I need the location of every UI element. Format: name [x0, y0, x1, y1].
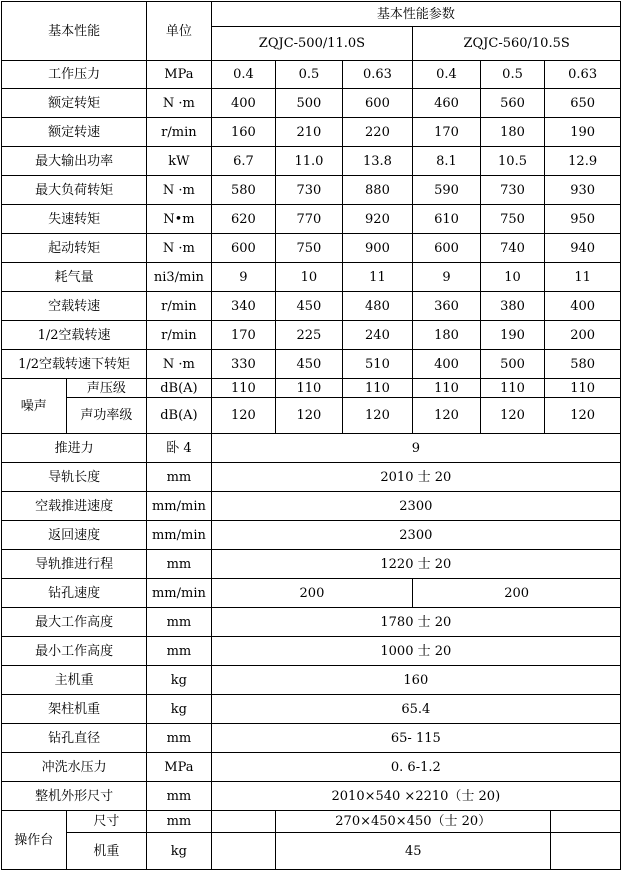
value-cell: 0.5 [276, 61, 343, 89]
value-cell: 450 [276, 350, 343, 379]
table-row [2, 176, 621, 205]
row-unit: N ·m [147, 89, 212, 118]
header-performance: 基本性能 [2, 2, 147, 61]
value-cell: 380 [480, 292, 545, 321]
noise-value: 110 [211, 379, 276, 398]
value-cell: 950 [545, 205, 621, 234]
console-empty-cell [551, 833, 621, 870]
noise-value: 110 [545, 379, 621, 398]
noise-value: 120 [342, 398, 413, 434]
value-cell: 340 [211, 292, 276, 321]
value-cell: 400 [211, 89, 276, 118]
row-unit: kg [147, 695, 212, 724]
value-cell: 9 [413, 263, 481, 292]
value-cell: 11 [342, 263, 413, 292]
value-cell: 450 [276, 292, 343, 321]
row-unit: N ·m [147, 234, 212, 263]
console-weight-unit: kg [147, 833, 212, 870]
console-empty-cell [211, 811, 276, 833]
row-unit: 卧 4 [147, 434, 212, 463]
value-cell: 330 [211, 350, 276, 379]
row-label: 推进力 [2, 434, 147, 463]
console-size-label: 尺寸 [66, 811, 147, 833]
row-label: 起动转矩 [2, 234, 147, 263]
row-label: 导轨长度 [2, 463, 147, 492]
merged-value: 2300 [211, 492, 620, 521]
row-label: 整机外形尺寸 [2, 782, 147, 811]
merged-value: 1000 士 20 [211, 637, 620, 666]
value-cell: 900 [342, 234, 413, 263]
value-cell: 0.63 [545, 61, 621, 89]
value-cell: 180 [480, 118, 545, 147]
value-cell: 160 [211, 118, 276, 147]
value-cell: 750 [276, 234, 343, 263]
row-label: 1/2空载转速下转矩 [2, 350, 147, 379]
value-cell: 580 [545, 350, 621, 379]
value-cell: 220 [342, 118, 413, 147]
row-unit: r/min [147, 118, 212, 147]
table-row [2, 608, 621, 637]
value-cell: 10 [276, 263, 343, 292]
noise-value: 110 [480, 379, 545, 398]
merged-value: 160 [211, 666, 620, 695]
row-label: 最大负荷转矩 [2, 176, 147, 205]
value-cell: 240 [342, 321, 413, 350]
row-label: 冲洗水压力 [2, 753, 147, 782]
table-row [2, 753, 621, 782]
noise-row-unit: dB(A) [147, 379, 212, 398]
row-label: 失速转矩 [2, 205, 147, 234]
row-label: 最大输出功率 [2, 147, 147, 176]
row-unit: mm [147, 637, 212, 666]
console-weight-label: 机重 [66, 833, 147, 870]
value-cell: 6.7 [211, 147, 276, 176]
row-unit: mm [147, 550, 212, 579]
console-weight-value: 45 [276, 833, 551, 870]
value-cell: 610 [413, 205, 481, 234]
value-cell: 770 [276, 205, 343, 234]
table-row [2, 118, 621, 147]
value-cell: 480 [342, 292, 413, 321]
table-row [2, 234, 621, 263]
value-cell: 500 [480, 350, 545, 379]
row-unit: r/min [147, 292, 212, 321]
header-model-b: ZQJC-560/10.5S [413, 27, 621, 61]
value-cell: 190 [545, 118, 621, 147]
merged-value: 0. 6-1.2 [211, 753, 620, 782]
noise-row-label: 声压级 [66, 379, 147, 398]
value-cell: 590 [413, 176, 481, 205]
value-cell: 0.5 [480, 61, 545, 89]
row-label: 1/2空载转速 [2, 321, 147, 350]
merged-value: 1780 士 20 [211, 608, 620, 637]
row-label: 钻孔速度 [2, 579, 147, 608]
table-row [2, 550, 621, 579]
row-label: 额定转速 [2, 118, 147, 147]
row-unit: r/min [147, 321, 212, 350]
value-cell: 750 [480, 205, 545, 234]
console-size-unit: mm [147, 811, 212, 833]
value-cell: 400 [413, 350, 481, 379]
console-empty-cell [551, 811, 621, 833]
value-cell: 740 [480, 234, 545, 263]
console-size-value: 270×450×450（士 20） [276, 811, 551, 833]
row-unit: ni3/min [147, 263, 212, 292]
noise-value: 120 [413, 398, 481, 434]
table-row [2, 695, 621, 724]
row-unit: mm [147, 782, 212, 811]
table-row [2, 666, 621, 695]
value-cell: 580 [211, 176, 276, 205]
row-unit: MPa [147, 61, 212, 89]
row-label: 返回速度 [2, 521, 147, 550]
value-cell: 400 [545, 292, 621, 321]
row-label: 架柱机重 [2, 695, 147, 724]
value-cell: 13.8 [342, 147, 413, 176]
value-cell: 650 [545, 89, 621, 118]
value-cell: 880 [342, 176, 413, 205]
value-cell: 500 [276, 89, 343, 118]
noise-row-unit: dB(A) [147, 398, 212, 434]
row-unit: kg [147, 666, 212, 695]
value-cell: 600 [211, 234, 276, 263]
table-row [2, 350, 621, 379]
row-unit: MPa [147, 753, 212, 782]
row-unit: N ·m [147, 350, 212, 379]
value-cell: 930 [545, 176, 621, 205]
drilling-speed-a: 200 [211, 579, 413, 608]
row-unit: mm/min [147, 521, 212, 550]
value-cell: 210 [276, 118, 343, 147]
value-cell: 10 [480, 263, 545, 292]
value-cell: 560 [480, 89, 545, 118]
value-cell: 360 [413, 292, 481, 321]
row-unit: mm [147, 724, 212, 753]
table-row [2, 147, 621, 176]
table-row [2, 89, 621, 118]
row-unit: N ·m [147, 176, 212, 205]
row-unit: mm [147, 463, 212, 492]
value-cell: 0.63 [342, 61, 413, 89]
row-label: 导轨推进行程 [2, 550, 147, 579]
table-row [2, 637, 621, 666]
row-label: 工作压力 [2, 61, 147, 89]
row-label: 额定转矩 [2, 89, 147, 118]
value-cell: 170 [413, 118, 481, 147]
console-label: 操作台 [2, 811, 67, 870]
value-cell: 730 [276, 176, 343, 205]
value-cell: 12.9 [545, 147, 621, 176]
console-empty-cell [211, 833, 276, 870]
row-label: 主机重 [2, 666, 147, 695]
value-cell: 8.1 [413, 147, 481, 176]
merged-value: 9 [211, 434, 620, 463]
merged-value: 65- 115 [211, 724, 620, 753]
value-cell: 460 [413, 89, 481, 118]
value-cell: 940 [545, 234, 621, 263]
row-unit: kW [147, 147, 212, 176]
value-cell: 180 [413, 321, 481, 350]
value-cell: 11.0 [276, 147, 343, 176]
merged-value: 2300 [211, 521, 620, 550]
table-row [2, 263, 621, 292]
value-cell: 730 [480, 176, 545, 205]
row-label: 空载推进速度 [2, 492, 147, 521]
header-model-a: ZQJC-500/11.0S [211, 27, 413, 61]
header-unit: 单位 [147, 2, 212, 61]
row-label: 钻孔直径 [2, 724, 147, 753]
merged-value: 2010×540 ×2210（士 20) [211, 782, 620, 811]
value-cell: 0.4 [413, 61, 481, 89]
value-cell: 920 [342, 205, 413, 234]
value-cell: 600 [413, 234, 481, 263]
table-row [2, 492, 621, 521]
value-cell: 170 [211, 321, 276, 350]
noise-value: 120 [276, 398, 343, 434]
row-unit: N•m [147, 205, 212, 234]
table-row [2, 724, 621, 753]
row-unit: mm/min [147, 492, 212, 521]
table-row [2, 521, 621, 550]
value-cell: 9 [211, 263, 276, 292]
table-row [2, 463, 621, 492]
value-cell: 600 [342, 89, 413, 118]
table-row [2, 434, 621, 463]
noise-row-label: 声功率级 [66, 398, 147, 434]
drilling-speed-b: 200 [413, 579, 621, 608]
row-label: 最大工作高度 [2, 608, 147, 637]
noise-label: 噪声 [2, 379, 67, 434]
table-row [2, 292, 621, 321]
merged-value: 65.4 [211, 695, 620, 724]
value-cell: 11 [545, 263, 621, 292]
noise-value: 110 [276, 379, 343, 398]
noise-value: 110 [413, 379, 481, 398]
value-cell: 0.4 [211, 61, 276, 89]
noise-value: 120 [545, 398, 621, 434]
table-row [2, 205, 621, 234]
value-cell: 10.5 [480, 147, 545, 176]
value-cell: 620 [211, 205, 276, 234]
row-label: 最小工作高度 [2, 637, 147, 666]
merged-value: 2010 士 20 [211, 463, 620, 492]
table-row [2, 782, 621, 811]
header-params: 基本性能参数 [211, 2, 620, 27]
row-label: 空载转速 [2, 292, 147, 321]
table-row [2, 61, 621, 89]
row-label: 耗气量 [2, 263, 147, 292]
spec-table [1, 1, 621, 870]
value-cell: 200 [545, 321, 621, 350]
value-cell: 510 [342, 350, 413, 379]
value-cell: 225 [276, 321, 343, 350]
merged-value: 1220 士 20 [211, 550, 620, 579]
noise-value: 110 [342, 379, 413, 398]
row-unit: mm/min [147, 579, 212, 608]
noise-value: 120 [211, 398, 276, 434]
value-cell: 190 [480, 321, 545, 350]
noise-value: 120 [480, 398, 545, 434]
row-unit: mm [147, 608, 212, 637]
table-row [2, 321, 621, 350]
